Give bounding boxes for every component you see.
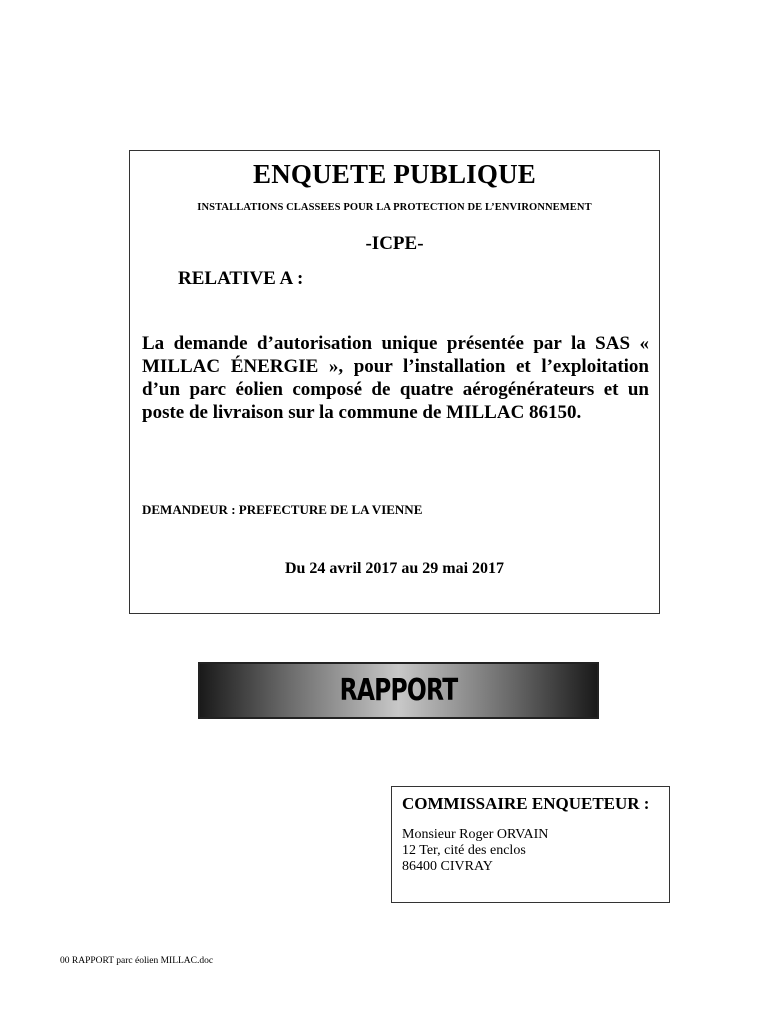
enquete-header-box (129, 150, 660, 614)
demandeur-line: DEMANDEUR : PREFECTURE DE LA VIENNE (142, 502, 423, 517)
commissaire-box (391, 786, 670, 903)
commissaire-name: Monsieur Roger ORVAIN (402, 827, 549, 842)
icpe-label: -ICPE- (365, 233, 424, 254)
commissaire-street: 12 Ter, cité des enclos (402, 843, 526, 858)
document-title: ENQUETE PUBLIQUE (252, 159, 536, 189)
commissaire-city: 86400 CIVRAY (402, 859, 493, 874)
inquiry-dates: Du 24 avril 2017 au 29 mai 2017 (284, 560, 505, 577)
relative-label: RELATIVE A : (178, 268, 304, 289)
commissaire-heading: COMMISSAIRE ENQUETEUR : (402, 794, 650, 813)
footer-filename: 00 RAPPORT parc éolien MILLAC.doc (60, 956, 214, 966)
commissaire-address (402, 827, 548, 875)
rapport-banner (198, 662, 599, 719)
document-subtitle: INSTALLATIONS CLASSEES POUR LA PROTECTION DE L’ENVIRONNEMENT (197, 202, 592, 213)
rapport-label: RAPPORT (339, 673, 458, 708)
request-description: La demande d’autorisation unique présentée par la SAS « MILLAC ÉNERGIE », pour l’installation et l’exploitation d’un parc éolien composé de quatre aérogénérateurs et un poste de livraison sur la commune de MILLAC 86150. (142, 333, 649, 423)
